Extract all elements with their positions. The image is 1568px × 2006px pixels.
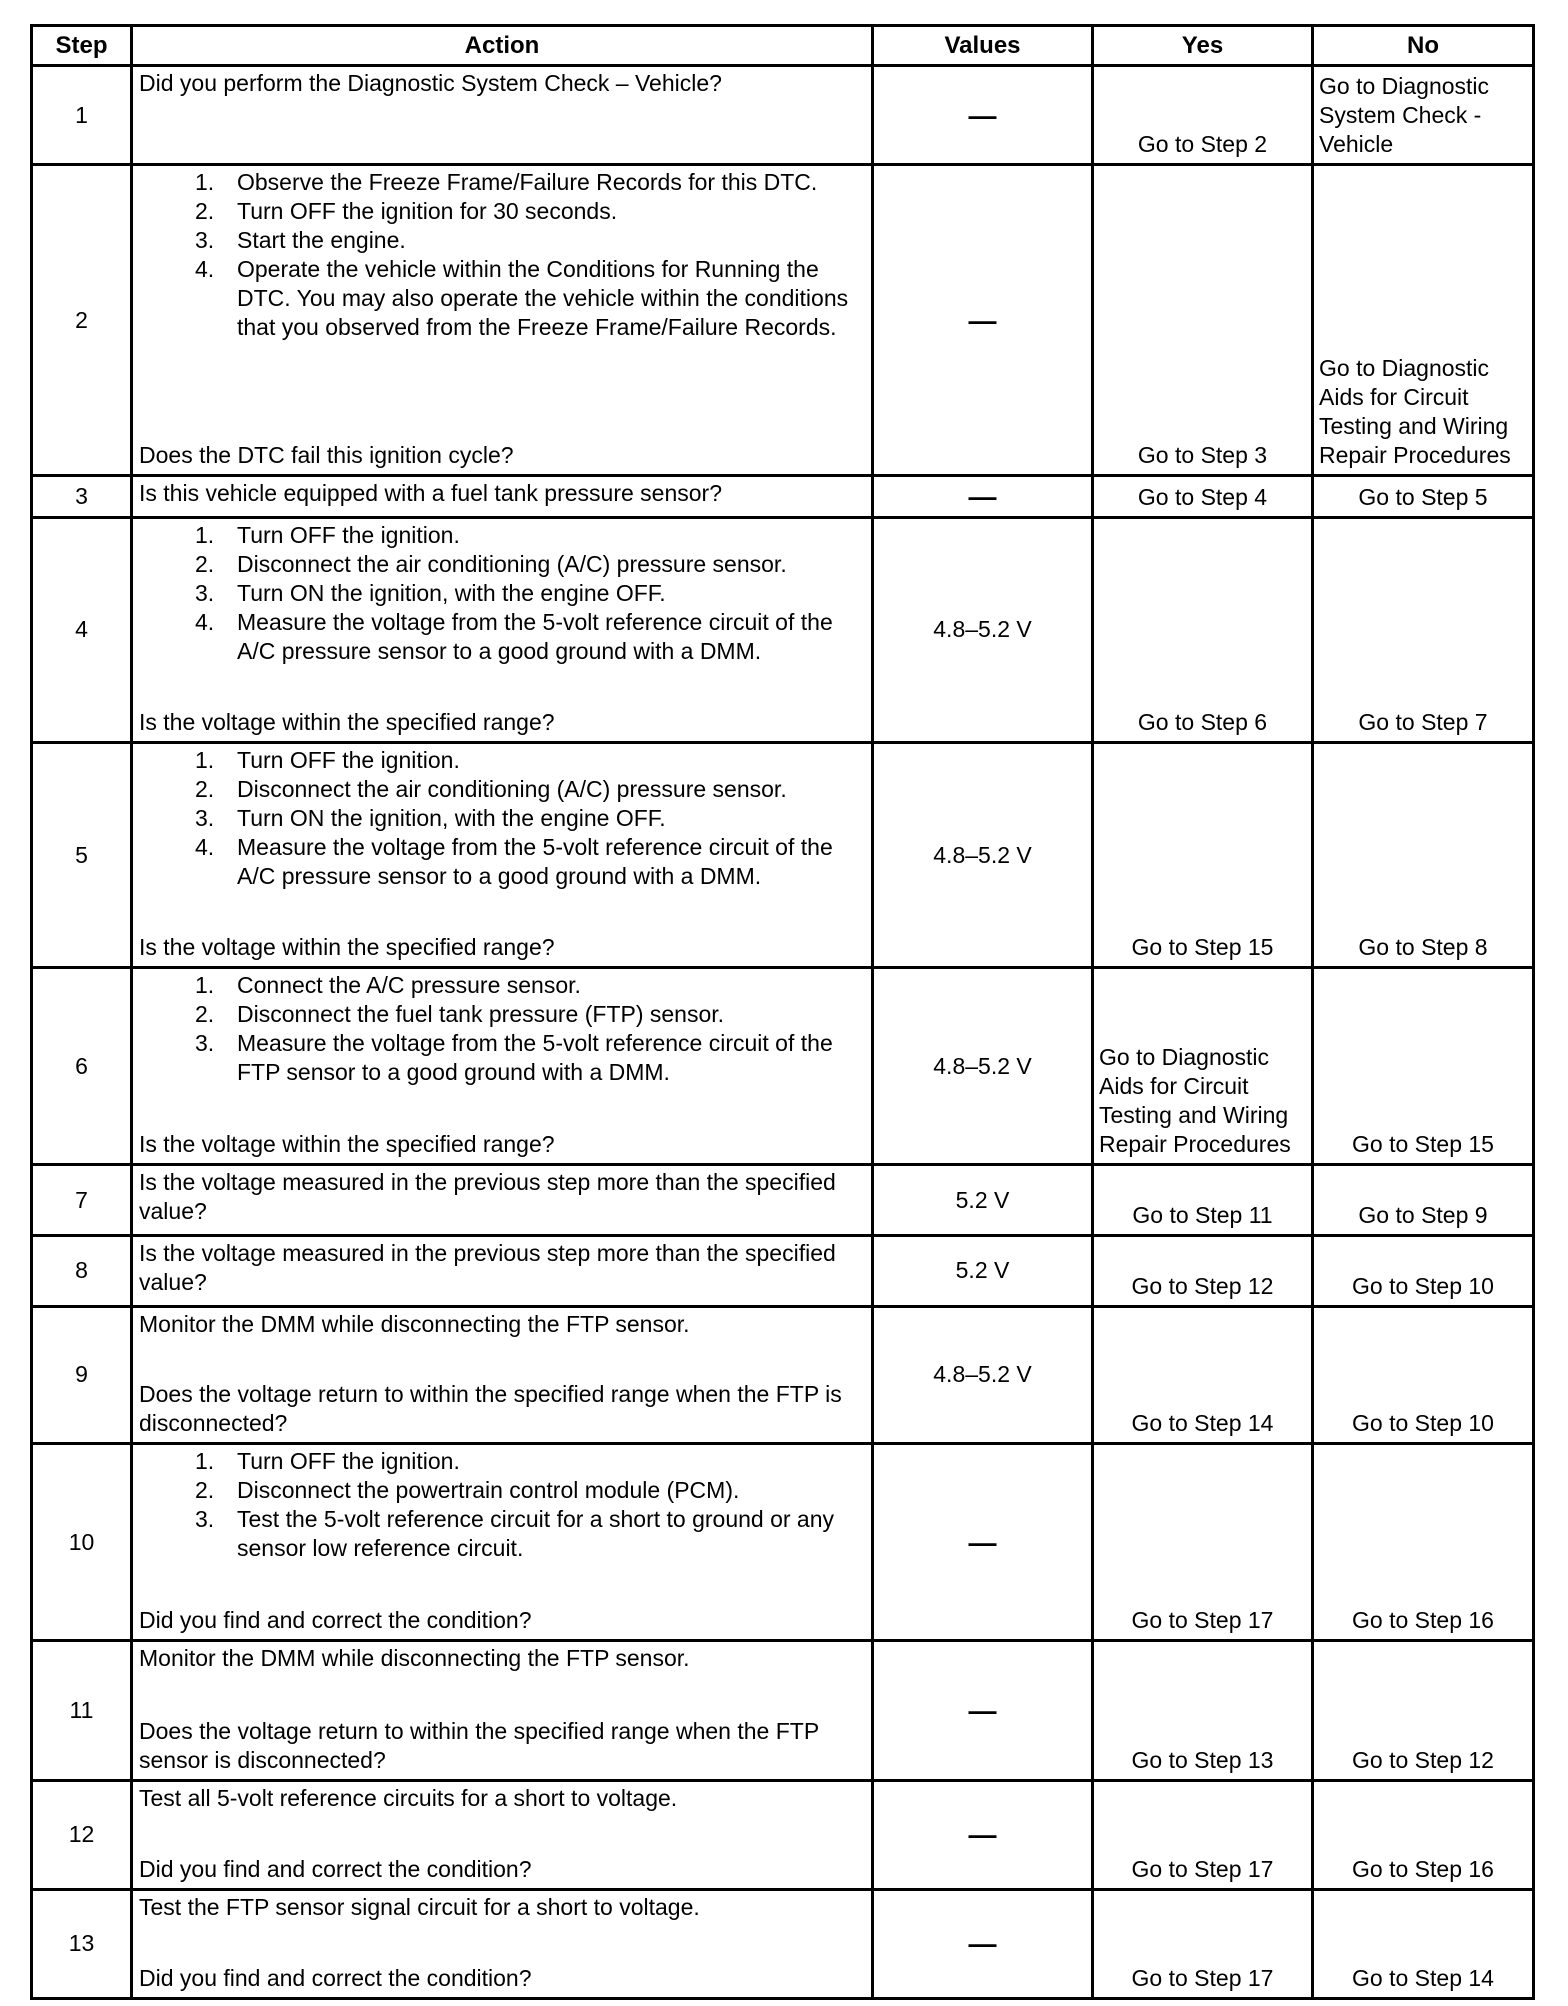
action-content [133, 519, 871, 741]
list-number: 4. [195, 833, 215, 860]
table-row [32, 968, 1534, 1165]
action-top [139, 1239, 865, 1297]
list-text: Test the 5-volt reference circuit for a short to ground or any sensor low reference circuit. [237, 1506, 835, 1562]
list-number: 1. [195, 169, 215, 196]
step-cell: 10 [32, 1444, 132, 1641]
list-text: Measure the voltage from the 5-volt reference circuit of the A/C pressure sensor to a good ground with a DMM. [237, 833, 833, 889]
list-item [139, 746, 865, 775]
header-action: Action [132, 26, 873, 66]
yes-cell[interactable]: Go to Step 17 [1093, 1780, 1313, 1889]
list-number: 1. [195, 521, 215, 548]
action-steps-list [139, 971, 865, 1087]
action-content [133, 1308, 871, 1442]
action-cell [132, 1444, 873, 1641]
action-intro: Is the voltage measured in the previous step more than the specified value? [139, 1240, 836, 1296]
values-cell: — [873, 476, 1093, 517]
action-question: Is the voltage within the specified range? [139, 1131, 555, 1158]
no-cell[interactable]: Go to Diagnostic Aids for Circuit Testing and Wiring Repair Procedures [1313, 165, 1534, 476]
header-values: Values [873, 26, 1093, 66]
list-number: 2. [195, 1477, 215, 1504]
list-item [139, 255, 865, 342]
list-number: 3. [195, 804, 215, 831]
step-cell: 8 [32, 1236, 132, 1307]
action-top [139, 69, 865, 98]
list-number: 3. [195, 227, 215, 254]
action-content [133, 1891, 871, 1997]
action-question: Did you find and correct the condition? [139, 1607, 532, 1634]
yes-cell[interactable]: Go to Step 17 [1093, 1889, 1313, 1998]
action-top [139, 168, 865, 342]
action-content [133, 1782, 871, 1888]
step-cell: 4 [32, 517, 132, 742]
action-top [139, 1784, 865, 1813]
step-cell: 13 [32, 1889, 132, 1998]
values-cell: — [873, 165, 1093, 476]
no-cell[interactable]: Go to Step 10 [1313, 1306, 1534, 1443]
header-step: Step [32, 26, 132, 66]
action-steps-list [139, 168, 865, 342]
values-cell: 4.8–5.2 V [873, 1306, 1093, 1443]
action-cell [132, 476, 873, 517]
list-text: Connect the A/C pressure sensor. [237, 972, 581, 999]
yes-cell[interactable]: Go to Step 6 [1093, 517, 1313, 742]
values-cell: 4.8–5.2 V [873, 968, 1093, 1165]
yes-cell[interactable]: Go to Step 14 [1093, 1306, 1313, 1443]
list-item [139, 1000, 865, 1029]
list-text: Disconnect the powertrain control module (PCM). [237, 1477, 740, 1504]
yes-cell[interactable]: Go to Diagnostic Aids for Circuit Testing and Wiring Repair Procedures [1093, 968, 1313, 1165]
action-cell [132, 1641, 873, 1780]
action-content [133, 1642, 871, 1778]
action-question: Did you find and correct the condition? [139, 1855, 532, 1882]
list-number: 1. [195, 972, 215, 999]
action-steps-list [139, 746, 865, 891]
table-row [32, 742, 1534, 967]
table-row [32, 517, 1534, 742]
action-top [139, 971, 865, 1087]
action-intro: Test the FTP sensor signal circuit for a short to voltage. [139, 1893, 700, 1920]
action-intro: Monitor the DMM while disconnecting the FTP sensor. [139, 1645, 690, 1672]
no-cell[interactable]: Go to Diagnostic System Check - Vehicle [1313, 66, 1534, 165]
step-cell: 2 [32, 165, 132, 476]
yes-cell[interactable]: Go to Step 4 [1093, 476, 1313, 517]
values-cell: — [873, 1641, 1093, 1780]
table-row [32, 1165, 1534, 1236]
action-cell [132, 517, 873, 742]
list-text: Disconnect the air conditioning (A/C) pressure sensor. [237, 550, 787, 577]
action-content [133, 477, 871, 515]
action-question: Does the voltage return to within the specified range when the FTP is disconnected? [139, 1381, 842, 1437]
action-steps-list [139, 1447, 865, 1563]
action-intro: Is the voltage measured in the previous step more than the specified value? [139, 1169, 836, 1225]
table-row [32, 1444, 1534, 1641]
yes-cell[interactable]: Go to Step 13 [1093, 1641, 1313, 1780]
list-text: Turn OFF the ignition. [237, 521, 460, 548]
header-row [32, 26, 1534, 66]
table-row [32, 1236, 1534, 1307]
no-cell[interactable]: Go to Step 8 [1313, 742, 1534, 967]
action-content [133, 1166, 871, 1234]
table-row [32, 1780, 1534, 1889]
list-number: 3. [195, 1506, 215, 1533]
list-text: Turn ON the ignition, with the engine OFF. [237, 579, 666, 606]
action-top [139, 1447, 865, 1563]
list-item [139, 168, 865, 197]
no-cell[interactable]: Go to Step 12 [1313, 1641, 1534, 1780]
table-row [32, 1641, 1534, 1780]
action-question: Did you find and correct the condition? [139, 1965, 532, 1991]
list-item [139, 521, 865, 550]
step-cell: 6 [32, 968, 132, 1165]
step-cell: 5 [32, 742, 132, 967]
list-text: Turn OFF the ignition. [237, 746, 460, 773]
list-number: 2. [195, 550, 215, 577]
yes-cell[interactable]: Go to Step 15 [1093, 742, 1313, 967]
list-number: 1. [195, 746, 215, 773]
header-yes: Yes [1093, 26, 1313, 66]
action-steps-list [139, 521, 865, 666]
action-cell [132, 66, 873, 165]
list-item [139, 1505, 865, 1563]
action-top [139, 1644, 865, 1673]
action-cell [132, 968, 873, 1165]
action-intro: Monitor the DMM while disconnecting the FTP sensor. [139, 1310, 690, 1337]
action-content [133, 969, 871, 1163]
values-cell: 5.2 V [873, 1236, 1093, 1307]
action-top [139, 1893, 865, 1922]
list-number: 4. [195, 608, 215, 635]
list-number: 2. [195, 198, 215, 225]
list-text: Measure the voltage from the 5-volt reference circuit of the A/C pressure sensor to a good ground with a DMM. [237, 608, 833, 664]
list-item [139, 1476, 865, 1505]
action-intro: Test all 5-volt reference circuits for a short to voltage. [139, 1784, 678, 1811]
header-no: No [1313, 26, 1534, 66]
action-content [133, 1237, 871, 1305]
yes-cell[interactable]: Go to Step 17 [1093, 1444, 1313, 1641]
yes-cell[interactable]: Go to Step 3 [1093, 165, 1313, 476]
no-cell[interactable]: Go to Step 9 [1313, 1165, 1534, 1236]
action-content [133, 67, 871, 163]
list-item [139, 1029, 865, 1087]
list-text: Observe the Freeze Frame/Failure Records for this DTC. [237, 169, 818, 196]
list-item [139, 550, 865, 579]
list-text: Measure the voltage from the 5-volt reference circuit of the FTP sensor to a good ground with a DMM. [237, 1030, 833, 1086]
no-cell[interactable]: Go to Step 14 [1313, 1889, 1534, 1998]
step-cell: 7 [32, 1165, 132, 1236]
list-number: 2. [195, 775, 215, 802]
list-item [139, 197, 865, 226]
diagnostic-table [30, 24, 1535, 2000]
list-item [139, 775, 865, 804]
list-text: Disconnect the fuel tank pressure (FTP) sensor. [237, 1001, 725, 1028]
list-number: 3. [195, 579, 215, 606]
step-cell: 3 [32, 476, 132, 517]
table-row [32, 1889, 1534, 1998]
no-cell[interactable]: Go to Step 5 [1313, 476, 1534, 517]
list-number: 4. [195, 256, 215, 283]
list-item [139, 804, 865, 833]
action-content [133, 744, 871, 966]
list-text: Start the engine. [237, 227, 406, 254]
action-cell [132, 1306, 873, 1443]
action-cell [132, 1165, 873, 1236]
values-cell: 4.8–5.2 V [873, 742, 1093, 967]
table-row [32, 476, 1534, 517]
action-question: Does the DTC fail this ignition cycle? [139, 442, 514, 469]
list-text: Disconnect the air conditioning (A/C) pressure sensor. [237, 775, 787, 802]
no-cell[interactable]: Go to Step 7 [1313, 517, 1534, 742]
step-cell: 9 [32, 1306, 132, 1443]
table-row [32, 1306, 1534, 1443]
action-content [133, 166, 871, 474]
values-cell: — [873, 66, 1093, 165]
step-cell: 1 [32, 66, 132, 165]
list-text: Turn ON the ignition, with the engine OFF. [237, 804, 666, 831]
action-cell [132, 1780, 873, 1889]
values-cell: 4.8–5.2 V [873, 517, 1093, 742]
values-cell: — [873, 1889, 1093, 1998]
list-text: Operate the vehicle within the Conditions for Running the DTC. You may also operate the vehicle within the conditions that you observed from the Freeze Frame/Failure Records. [237, 256, 849, 341]
yes-cell[interactable]: Go to Step 11 [1093, 1165, 1313, 1236]
action-intro: Is this vehicle equipped with a fuel tank pressure sensor? [139, 480, 722, 507]
list-number: 2. [195, 1001, 215, 1028]
action-cell [132, 742, 873, 967]
list-item [139, 833, 865, 891]
action-top [139, 479, 865, 508]
step-cell: 11 [32, 1641, 132, 1780]
action-question: Is the voltage within the specified range? [139, 934, 555, 961]
no-cell[interactable]: Go to Step 15 [1313, 968, 1534, 1165]
action-intro: Did you perform the Diagnostic System Check – Vehicle? [139, 70, 722, 96]
no-cell[interactable]: Go to Step 16 [1313, 1780, 1534, 1889]
list-item [139, 971, 865, 1000]
action-top [139, 1168, 865, 1226]
list-item [139, 1447, 865, 1476]
list-item [139, 608, 865, 666]
action-top [139, 746, 865, 891]
step-cell: 12 [32, 1780, 132, 1889]
list-number: 3. [195, 1030, 215, 1057]
table-row [32, 66, 1534, 165]
values-cell: 5.2 V [873, 1165, 1093, 1236]
action-cell [132, 1236, 873, 1307]
no-cell[interactable]: Go to Step 10 [1313, 1236, 1534, 1307]
action-top [139, 521, 865, 666]
list-number: 1. [195, 1448, 215, 1475]
list-text: Turn OFF the ignition. [237, 1448, 460, 1475]
yes-cell[interactable]: Go to Step 12 [1093, 1236, 1313, 1307]
action-top [139, 1310, 865, 1339]
action-content [133, 1445, 871, 1639]
table-row [32, 165, 1534, 476]
list-text: Turn OFF the ignition for 30 seconds. [237, 198, 618, 225]
values-cell: — [873, 1444, 1093, 1641]
action-question: Is the voltage within the specified range? [139, 708, 555, 735]
no-cell[interactable]: Go to Step 16 [1313, 1444, 1534, 1641]
list-item [139, 579, 865, 608]
values-cell: — [873, 1780, 1093, 1889]
list-item [139, 226, 865, 255]
action-cell [132, 165, 873, 476]
action-question: Does the voltage return to within the specified range when the FTP sensor is disconnected? [139, 1717, 819, 1773]
yes-cell[interactable]: Go to Step 2 [1093, 66, 1313, 165]
action-cell [132, 1889, 873, 1998]
